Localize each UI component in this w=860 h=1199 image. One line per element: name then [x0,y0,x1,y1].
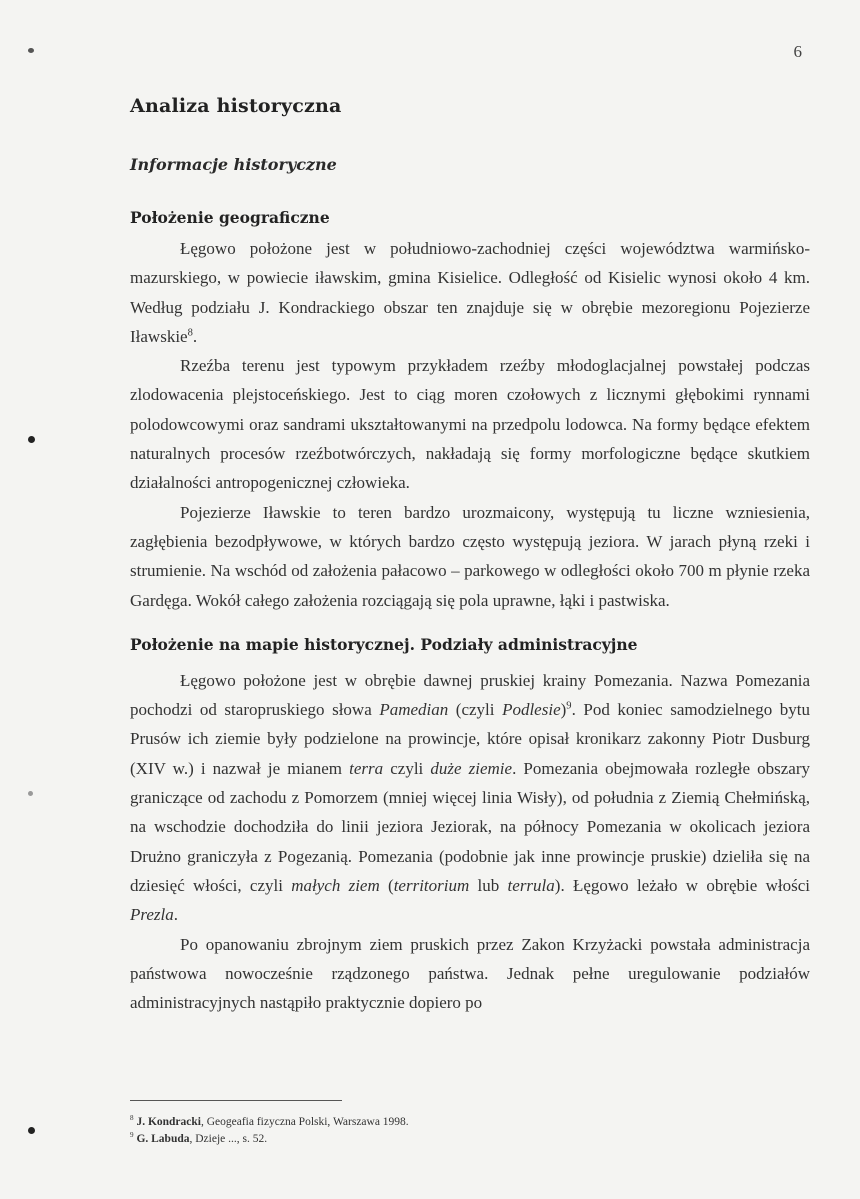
footnote-ref[interactable]: 9 [566,700,572,712]
scan-mark [28,791,33,796]
section-heading-geography: Położenie geograficzne [130,208,330,227]
footnotes [130,1114,730,1148]
footnote: $^8$ J. Kondracki, Geogeafia fizyczna Polski, Warszawa 1998. [130,1114,409,1128]
page-content [130,95,810,1017]
page-title: Analiza historyczna [130,95,342,117]
footnote-divider [130,1100,342,1101]
footnote-ref[interactable]: 8 [187,327,193,339]
subtitle: Informacje historyczne [130,155,337,174]
paragraph: Po opanowaniu zbrojnym ziem pruskich przez Zakon Krzyżacki powstała administracja państwowa nowocześnie rządzonego państwa. Jednak pełne uregulowanie podziałów administracyjnych nastąpiło praktycznie dopiero po [130,934,810,1013]
page-number: 6 [793,42,802,61]
paragraph: Łęgowo położone jest w obrębie dawnej pruskiej krainy Pomezania. Nazwa Pomezania pochodzi od staropruskiego słowa Pamedian (czyli Podlesie)$^9$. Pod koniec samodzielnego bytu Prusów ich ziemie były podzielone na prowincje, które opisał kronikarz zakonny Piotr Dusburg (XIV w.) i nazwał je mianem terra czyli duże ziemie. Pomezania obejmowała rozległe obszary graniczące od zachodu z Pomorzem (mniej więcej linia Wisły), od południa z Ziemią Chełmińską, na wschodzie dochodziła do linii jeziora Jeziorak, na północy Pomezania w okolicach jeziora Drużno graniczyła z Pogezanią. Pomezania (podobnie jak inne prowincje pruskie) dzieliła się na dziesięć włości, czyli małych ziem (territorium lub terrula). Łęgowo leżało w obrębie włości Prezla. [130,670,811,925]
paragraph: Rzeźba terenu jest typowym przykładem rzeźby młodoglacjalnej powstałej podczas zlodowacenia plejstoceńskiego. Jest to ciąg moren czołowych z licznymi głębokimi rynnami polodowcowymi oraz sandrami ukształtowanymi na przedpolu lodowca. Na formy będące efektem naturalnych procesów rzeźbotwórczych, nakładają się formy morfologiczne będące skutkiem działalności antropogenicznej człowieka. [130,356,810,493]
binding-hole-mark [28,436,35,443]
scan-mark [28,48,34,53]
binding-hole-mark [28,1127,35,1134]
footnote: $^9$ G. Labuda, Dzieje ..., s. 52. [130,1131,268,1145]
paragraph: Pojezierze Iławskie to teren bardzo urozmaicony, występują tu liczne wzniesienia, zagłębienia bezodpływowe, w których bardzo często występują jeziora. W jarach płyną rzeki i strumienie. Na wschód od założenia pałacowo – parkowego w odległości około 700 m płynie rzeka Gardęga. Wokół całego założenia rozciągają się pola uprawne, łąki i pastwiska. [130,502,810,610]
paragraph: Łęgowo położone jest w południowo-zachodniej części województwa warmińsko-mazurskiego, w powiecie iławskim, gmina Kisielice. Odległość od Kisielic wynosi około 4 km. Według podziału J. Kondrackiego obszar ten znajduje się w obrębie mezoregionu Pojezierze Iławskie$^8$. [130,239,810,346]
section-heading-historical-map: Położenie na mapie historycznej. Podziały administracyjne [130,634,638,654]
